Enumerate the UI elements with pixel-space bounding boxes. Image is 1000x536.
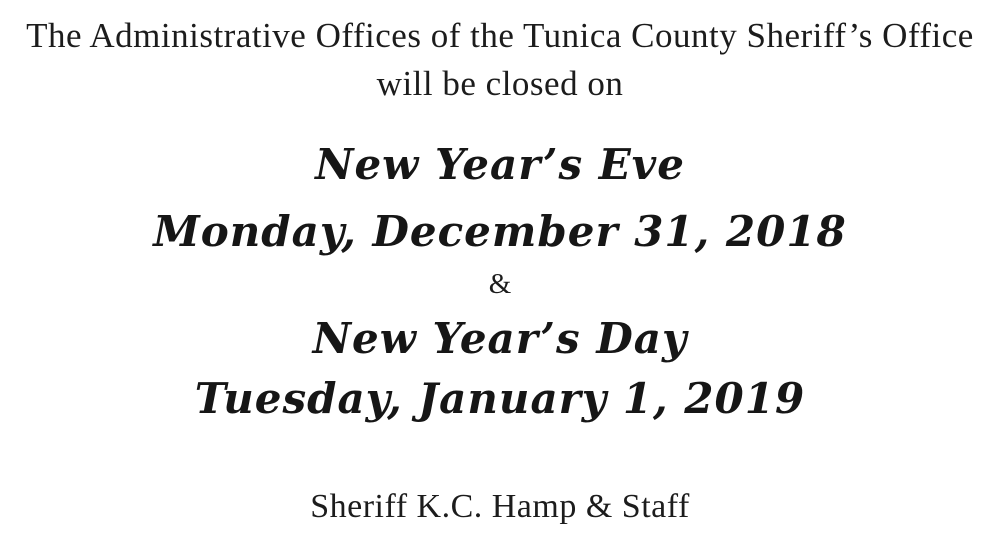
event2-name: New Year’s Day [312,314,688,363]
notice-header-line2: will be closed on [376,64,624,103]
event1-date: Monday, December 31, 2018 [153,207,847,256]
ampersand-separator: & [488,268,512,300]
event1-name: New Year’s Eve [315,140,685,189]
notice-header-line1: The Administrative Offices of the Tunica County Sheriff’s Office [26,16,974,55]
event2-date: Tuesday, January 1, 2019 [194,374,806,423]
signature-line: Sheriff K.C. Hamp & Staff [310,488,690,525]
